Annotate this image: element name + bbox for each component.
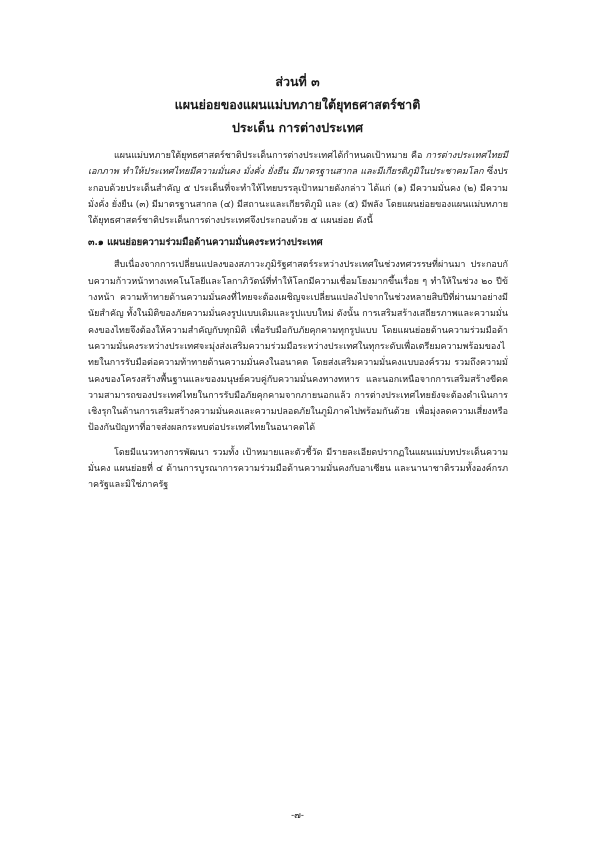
intro-goal-text: การต่างประเทศไทยมีเอกภาพ ทำให้ประเทศไทยมีความมั่นคง มั่งคั่ง ยั่งยืน มีมาตรฐานสากล และมีเกียรติภูมิในประชาคมโลก: [88, 151, 508, 178]
intro-paragraph: [88, 148, 508, 229]
intro-text-end: ซึ่งประกอบด้วยประเด็นสำคัญ ๕ ประเด็นที่จะทำให้ไทยบรรลุเป้าหมายดังกล่าว ได้แก่ (๑) มีความมั่นคง (๒) มีความมั่งคั่ง ยั่งยืน (๓) มีมาตรฐานสากล (๔) มีสถานะและเกียรติภูมิ และ (๕) มีพลัง โดยแผนย่อยของแผนแม่บทภายใต้ยุทธศาสตร์ชาติประเด็นการต่างประเทศจึงประกอบด้วย ๕ แผนย่อย ดังนี้: [88, 167, 508, 227]
document-body: [88, 148, 508, 494]
section-paragraph-1: สืบเนื่องจากการเปลี่ยนแปลงของสภาวะภูมิรัฐศาสตร์ระหว่างประเทศในช่วงทศวรรษที่ผ่านมา ประกอบกับความก้าวหน้าทางเทคโนโลยีและโลกาภิวัตน์ที่ทำให้โลกมีความเชื่อมโยงมากขึ้นเรื่อย ๆ ทำให้ในช่วง ๒๐ ปีข้างหน้า ความท้าทายด้านความมั่นคงที่ไทยจะต้องเผชิญจะเปลี่ยนแปลงไปจากในช่วงหลายสิบปีที่ผ่านมาอย่างมีนัยสำคัญ ทั้งในมิติของภัยความมั่นคงรูปแบบเดิมและรูปแบบใหม่ ดังนั้น การเสริมสร้างเสถียรภาพและความมั่นคงของไทยจึงต้องให้ความสำคัญกับทุกมิติ เพื่อรับมือกับภัยคุกคามทุกรูปแบบ โดยแผนย่อยด้านความร่วมมือด้านความมั่นคงระหว่างประเทศจะมุ่งส่งเสริมความร่วมมือระหว่างประเทศในทุกระดับเพื่อเตรียมความพร้อมของไทยในการรับมือต่อความท้าทายด้านความมั่นคงในอนาคต โดยส่งเสริมความมั่นคงแบบองค์รวม รวมถึงความมั่นคงของโครงสร้างพื้นฐานและของมนุษย์ควบคู่กับความมั่นคงทางทหาร และนอกเหนือจากการเสริมสร้างขีดความสามารถของประเทศไทยในการรับมือภัยคุกคามจากภายนอกแล้ว การต่างประเทศไทยยังจะต้องดำเนินการเชิงรุกในด้านการเสริมสร้างความมั่นคงและความปลอดภัยในภูมิภาคไปพร้อมกันด้วย เพื่อมุ่งลดความเสี่ยงหรือป้องกันปัญหาที่อาจส่งผลกระทบต่อประเทศไทยในอนาคตได้: [88, 260, 508, 434]
paragraph-gap: [88, 437, 508, 445]
section-heading: ๓.๑ แผนย่อยความร่วมมือด้านความมั่นคงระหว่างประเทศ: [88, 237, 323, 249]
part-number-heading: ส่วนที่ ๓: [275, 74, 320, 89]
topic-heading: ประเด็น การต่างประเทศ: [232, 120, 363, 135]
section-paragraph-2: โดยมีแนวทางการพัฒนา รวมทั้ง เป้าหมายและตัวชี้วัด มีรายละเอียดปรากฏในแผนแม่บทประเด็นความมั่นคง แผนย่อยที่ ๔ ด้านการบูรณาการความร่วมมือด้านความมั่นคงกับอาเซียน และนานาชาติรวมทั้งองค์กรภาครัฐและมิใช่ภาครัฐ: [88, 447, 508, 491]
document-heading: [60, 70, 535, 139]
intro-text-start: แผนแม่บทภายใต้ยุทธศาสตร์ชาติประเด็นการต่างประเทศได้กำหนดเป้าหมาย คือ: [114, 151, 426, 161]
page-number: -๗-: [291, 811, 304, 821]
part-title-heading: แผนย่อยของแผนแม่บทภายใต้ยุทธศาสตร์ชาติ: [174, 97, 421, 112]
